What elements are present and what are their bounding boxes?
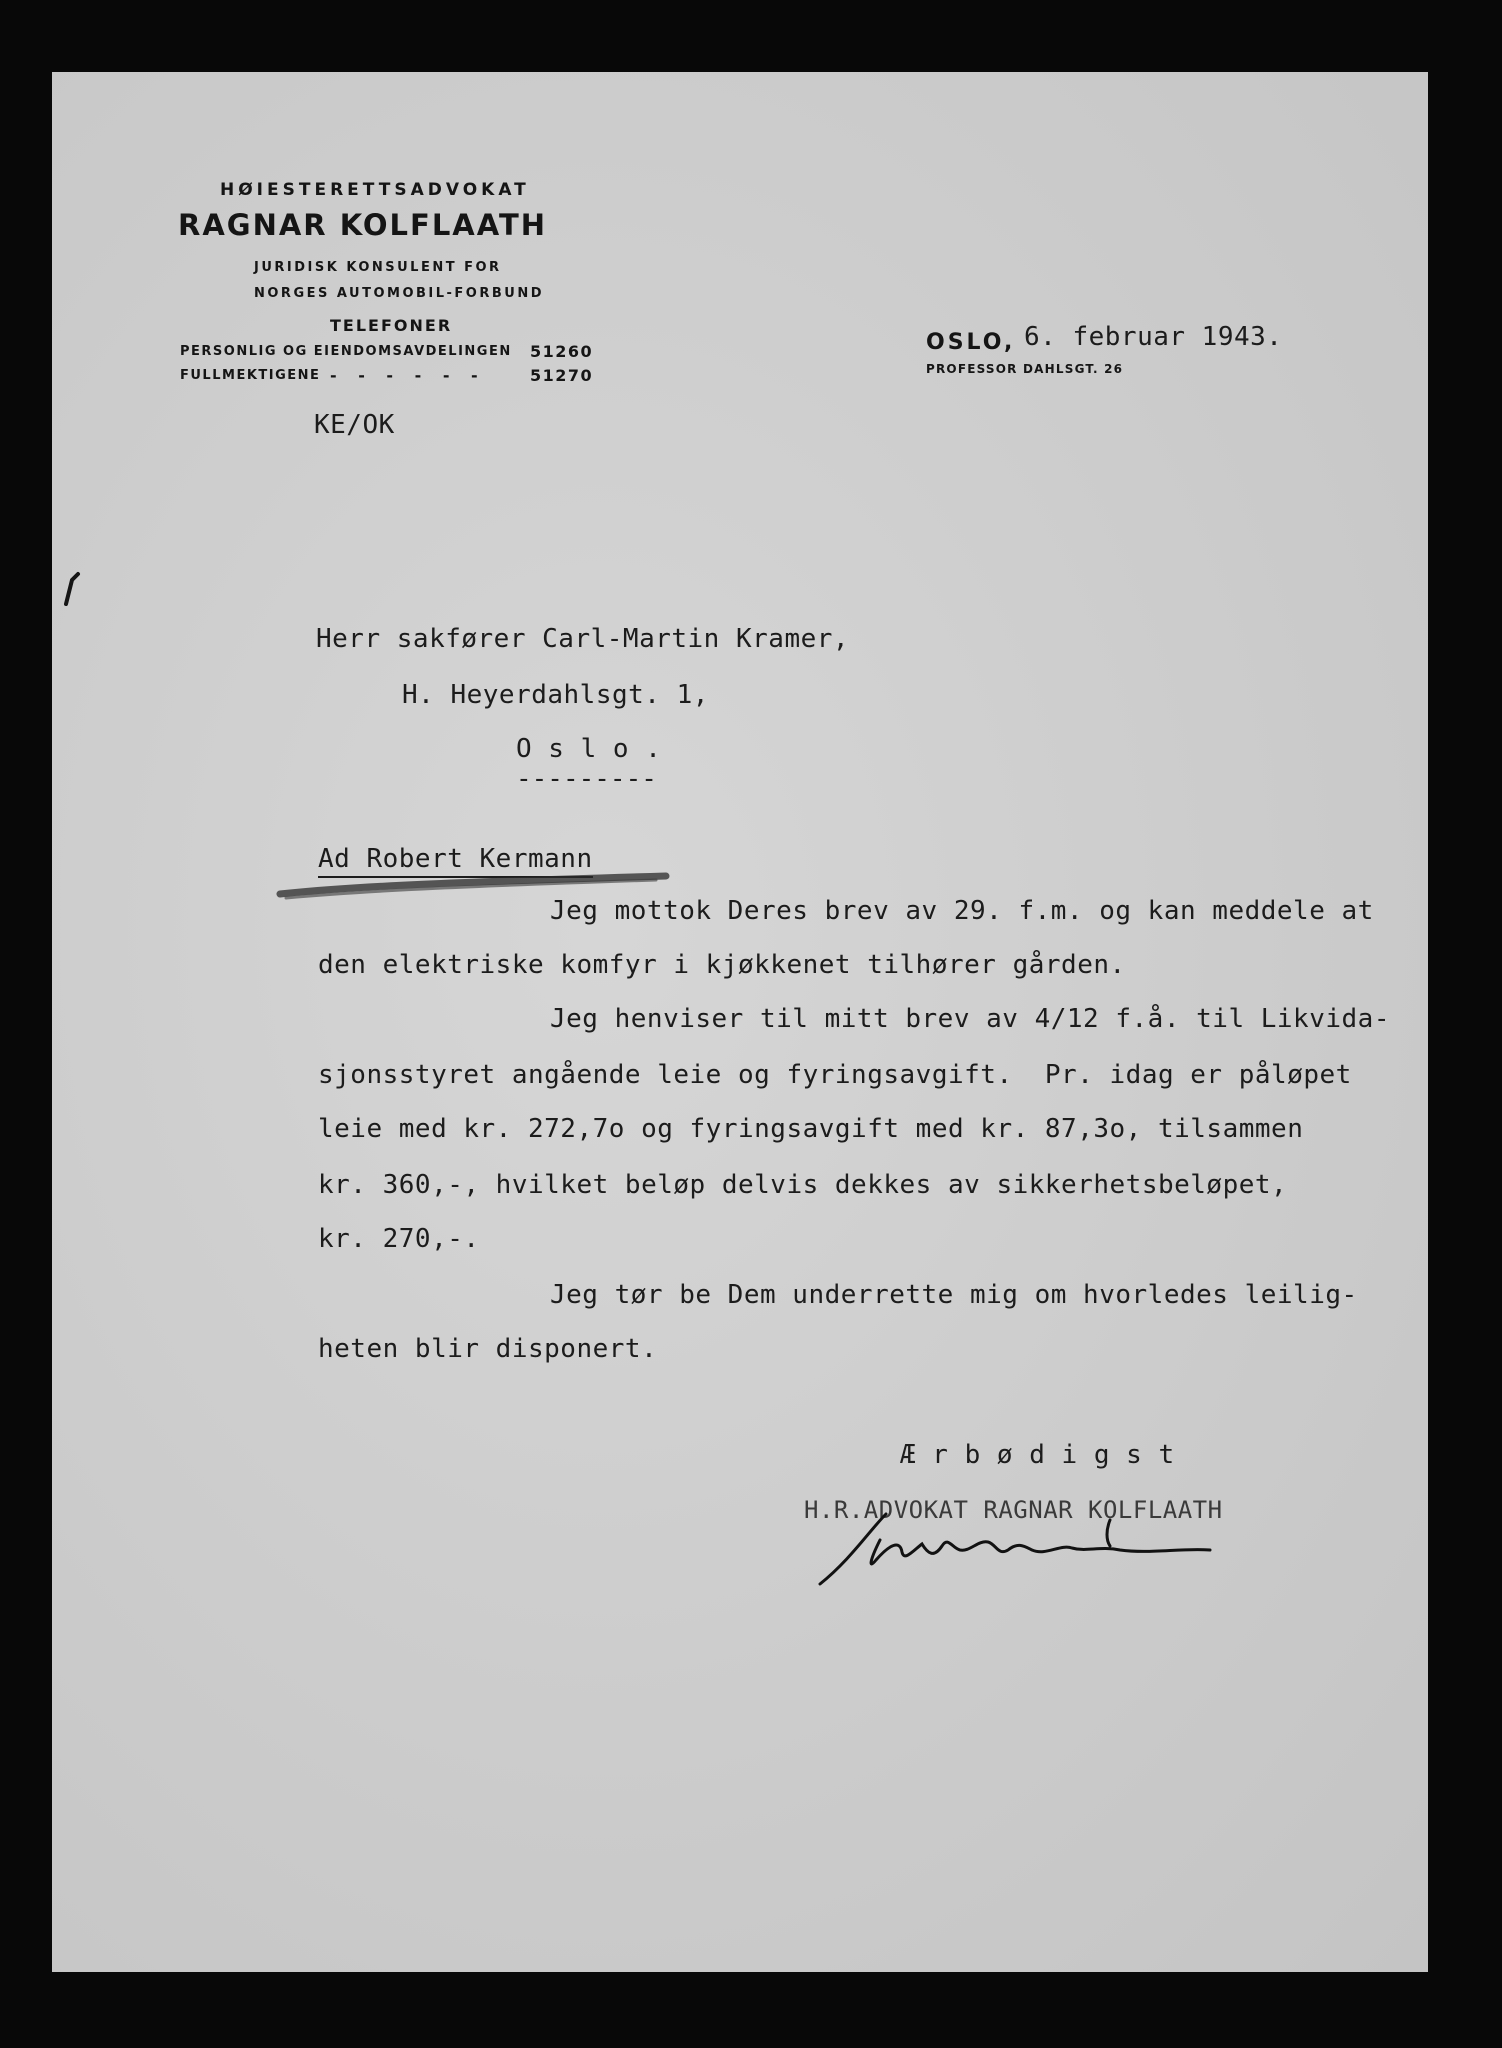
body-line: den elektriske komfyr i kjøkkenet tilhører gården. (318, 950, 1126, 980)
phone1-label: PERSONLIG OG EIENDOMSAVDELINGEN (180, 344, 512, 359)
letterhead-line1: JURIDISK KONSULENT FOR (254, 260, 502, 275)
phone2-number: 51270 (530, 366, 594, 385)
closing-signer: H.R.ADVOKAT RAGNAR KOLFLAATH (804, 1496, 1223, 1524)
recipient-underline: --------- (516, 764, 657, 794)
body-line: leie med kr. 272,7o og fyringsavgift med kr. 87,3o, tilsammen (318, 1114, 1304, 1144)
body-line: Jeg henviser til mitt brev av 4/12 f.å. til Likvida- (550, 1004, 1390, 1034)
letterhead-line2: NORGES AUTOMOBIL-FORBUND (254, 286, 545, 301)
phone2-dashes: - - - - - - (330, 366, 486, 385)
body-line: Jeg mottok Deres brev av 29. f.m. og kan meddele at (550, 896, 1374, 926)
body-line: kr. 270,-. (318, 1224, 480, 1254)
body-line: sjonsstyret angående leie og fyringsavgift. Pr. idag er påløpet (318, 1060, 1352, 1090)
margin-tick-mark (56, 570, 86, 610)
place-city: OSLO, (926, 330, 1016, 355)
recipient-line2: H. Heyerdahlsgt. 1, (402, 680, 709, 710)
letterhead-telefoner: TELEFONER (330, 316, 453, 335)
letterhead-name: RAGNAR KOLFLAATH (178, 208, 547, 242)
recipient-line1: Herr sakfører Carl-Martin Kramer, (316, 624, 850, 654)
place-address: PROFESSOR DAHLSGT. 26 (926, 362, 1124, 376)
letter-date: 6. februar 1943. (1024, 322, 1283, 352)
phone1-number: 51260 (530, 342, 594, 361)
closing-salutation: Æ r b ø d i g s t (900, 1440, 1175, 1470)
letterhead-title: HØIESTERETTSADVOKAT (220, 180, 530, 200)
reference-code: KE/OK (314, 410, 395, 440)
body-line: kr. 360,-, hvilket beløp delvis dekkes av sikkerhetsbeløpet, (318, 1170, 1288, 1200)
subject-line: Ad Robert Kermann (318, 844, 593, 878)
phone2-label: FULLMEKTIGENE (180, 368, 321, 383)
recipient-city: O s l o . (516, 734, 662, 764)
body-line: heten blir disponert. (318, 1334, 658, 1364)
handwritten-signature (810, 1500, 1310, 1610)
body-line: Jeg tør be Dem underrette mig om hvorledes leilig- (550, 1280, 1358, 1310)
